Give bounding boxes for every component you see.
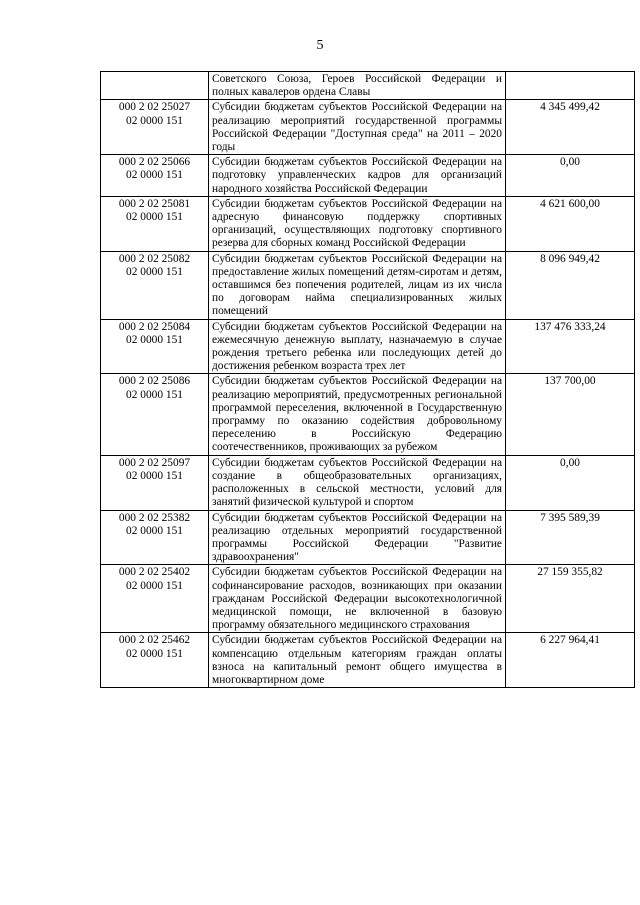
table-row	[101, 251, 635, 319]
revenue-name-cell: Субсидии бюджетам субъектов Российской Федерации на софинансирование расходов, возникающих при оказании гражданам Российской Федерации высокотехнологичной медицинской помощи, не включенной в базовую программу обязательного медицинского страхования	[209, 565, 506, 633]
budget-code-cell	[101, 319, 209, 374]
amount-cell: 137 700,00	[506, 374, 635, 455]
amount-cell: 4 345 499,42	[506, 100, 635, 155]
budget-code-line: 000 2 02 25081	[118, 197, 191, 210]
budget-code-cell	[101, 72, 209, 100]
budget-code-cell	[101, 251, 209, 319]
budget-code-line: 02 0000 151	[126, 169, 183, 182]
budget-code-line: 000 2 02 25084	[118, 320, 191, 333]
amount-cell: 27 159 355,82	[506, 565, 635, 633]
budget-code-line: 02 0000 151	[126, 265, 183, 278]
budget-code-line: 000 2 02 25097	[118, 456, 191, 469]
revenue-name-cell: Субсидии бюджетам субъектов Российской Федерации на компенсацию отдельным категориям граждан оплаты взноса на капитальный ремонт общего имущества в многоквартирном доме	[209, 633, 506, 688]
revenue-name-cell: Советского Союза, Героев Российской Федерации и полных кавалеров ордена Славы	[209, 72, 506, 100]
budget-code-line: 02 0000 151	[126, 114, 183, 127]
budget-code-line: 02 0000 151	[126, 333, 183, 346]
table-row	[101, 100, 635, 155]
table-row	[101, 374, 635, 455]
budget-code-line: 02 0000 151	[126, 647, 183, 660]
amount-cell: 0,00	[506, 455, 635, 510]
amount-cell: 0,00	[506, 155, 635, 197]
budget-code-cell	[101, 633, 209, 688]
budget-code-line: 02 0000 151	[126, 211, 183, 224]
budget-revenue-table	[100, 71, 635, 688]
budget-code-line: 02 0000 151	[126, 524, 183, 537]
amount-cell: 4 621 600,00	[506, 196, 635, 251]
table-row	[101, 510, 635, 565]
budget-code-cell	[101, 510, 209, 565]
revenue-name-cell: Субсидии бюджетам субъектов Российской Федерации на реализацию отдельных мероприятий государственной программы Российской Федерации "Развитие здравоохранения"	[209, 510, 506, 565]
revenue-name-cell: Субсидии бюджетам субъектов Российской Федерации на реализацию мероприятий государственной программы Российской Федерации "Доступная среда" на 2011 – 2020 годы	[209, 100, 506, 155]
budget-code-line: 000 2 02 25402	[118, 566, 191, 579]
revenue-name-cell: Субсидии бюджетам субъектов Российской Федерации на ежемесячную денежную выплату, назначаемую в случае рождения третьего ребенка или последующих детей до достижения ребенком возраста трех лет	[209, 319, 506, 374]
budget-code-line: 000 2 02 25027	[118, 101, 191, 114]
budget-code-cell	[101, 565, 209, 633]
budget-code-line: 000 2 02 25382	[118, 511, 191, 524]
table-row	[101, 565, 635, 633]
amount-cell: 137 476 333,24	[506, 319, 635, 374]
page-number: 5	[316, 38, 324, 53]
budget-code-line: 02 0000 151	[126, 469, 183, 482]
budget-code-cell	[101, 455, 209, 510]
table-row	[101, 319, 635, 374]
budget-code-line: 02 0000 151	[126, 388, 183, 401]
revenue-name-cell: Субсидии бюджетам субъектов Российской Федерации на адресную финансовую поддержку спортивных организаций, осуществляющих подготовку спортивного резерва для сборных команд Российской Федерации	[209, 196, 506, 251]
revenue-name-cell: Субсидии бюджетам субъектов Российской Федерации на реализацию мероприятий, предусмотренных региональной программой переселения, включенной в Государственную программу по оказанию содействия добровольному переселению в Российскую Федерацию соотечественников, проживающих за рубежом	[209, 374, 506, 455]
revenue-name-cell: Субсидии бюджетам субъектов Российской Федерации на предоставление жилых помещений детям-сиротам и детям, оставшимся без попечения родителей, лицам из их числа по договорам найма специализированных жилых помещений	[209, 251, 506, 319]
budget-code-line: 000 2 02 25086	[118, 375, 191, 388]
amount-cell: 7 395 589,39	[506, 510, 635, 565]
amount-cell: 6 227 964,41	[506, 633, 635, 688]
budget-code-line: 000 2 02 25462	[118, 634, 191, 647]
revenue-name-cell: Субсидии бюджетам субъектов Российской Федерации на создание в общеобразовательных организациях, расположенных в сельской местности, условий для занятий физической культурой и спортом	[209, 455, 506, 510]
table-row	[101, 155, 635, 197]
budget-code-line: 02 0000 151	[126, 579, 183, 592]
budget-code-cell	[101, 374, 209, 455]
amount-cell	[506, 72, 635, 100]
table-row	[101, 455, 635, 510]
amount-cell: 8 096 949,42	[506, 251, 635, 319]
table-row	[101, 196, 635, 251]
budget-code-cell	[101, 196, 209, 251]
budget-code-cell	[101, 155, 209, 197]
table-row	[101, 633, 635, 688]
budget-code-line: 000 2 02 25066	[118, 156, 191, 169]
budget-code-line: 000 2 02 25082	[118, 252, 191, 265]
table-row	[101, 72, 635, 100]
budget-code-cell	[101, 100, 209, 155]
revenue-name-cell: Субсидии бюджетам субъектов Российской Федерации на подготовку управленческих кадров для организаций народного хозяйства Российской Федерации	[209, 155, 506, 197]
